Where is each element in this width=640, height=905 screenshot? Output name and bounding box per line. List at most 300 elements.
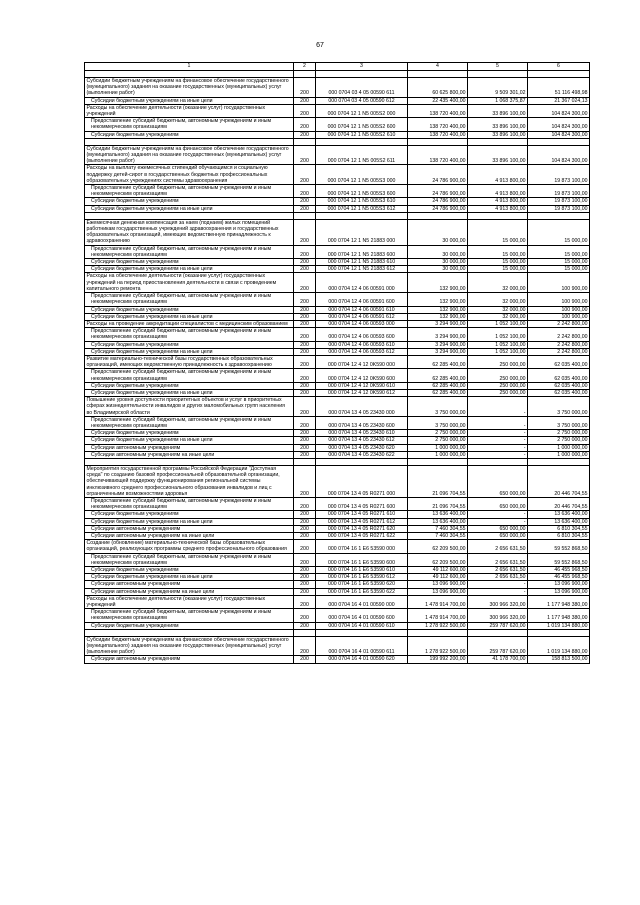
row-kbk-cell: 000 0704 13 4 05 23430 622: [316, 451, 408, 458]
row-value-cell: 4 913 800,00: [468, 165, 528, 185]
row-value-cell: 13 096 900,00: [408, 588, 468, 595]
row-value-cell: 100 900,00: [528, 293, 590, 306]
row-name-cell: Субсидии бюджетным учреждениям на иные цели: [85, 348, 294, 355]
row-name-cell: Расходы на обеспечение деятельности (оказание услуг) государственных учреждений на период приостановления деятельности в связи с проведением капитального ремонта: [85, 273, 294, 293]
table-row: [85, 219, 590, 245]
row-name-cell: Повышение уровня доступности приоритетных объектов и услуг в приоритетных сферах жизнедеятельности инвалидов и других маломобильных групп населения во Владимирской области: [85, 397, 294, 417]
row-value-cell: 132 900,00: [408, 293, 468, 306]
table-row: [85, 540, 590, 553]
row-code-cell: 200: [294, 636, 316, 656]
row-name-cell: Субсидии бюджетным учреждениям на иные цели: [85, 97, 294, 104]
row-value-cell: 13 636 400,00: [528, 511, 590, 518]
spacer-row: [85, 458, 590, 465]
row-value-cell: 7 460 304,55: [408, 525, 468, 532]
row-value-cell: 3 294 900,00: [408, 320, 468, 327]
row-value-cell: 104 824 300,00: [528, 118, 590, 131]
row-name-cell: Предоставление субсидий бюджетным, автономным учреждениям и иным некоммерческим организациям: [85, 293, 294, 306]
row-kbk-cell: 000 0704 16 4 01 00590 611: [316, 636, 408, 656]
row-kbk-cell: 000 0704 12 4 06 00591 600: [316, 293, 408, 306]
row-value-cell: 24 786 900,00: [408, 198, 468, 205]
row-value-cell: 2 656 631,50: [468, 567, 528, 574]
row-code-cell: 200: [294, 78, 316, 98]
row-name-cell: Ежемесячная денежная компенсация за наем (поднаем) жилых помещений работникам государственных учреждений здравоохранения и государственных образовательных организаций, имеющих ведомственную принадлежность к здравоохранению: [85, 219, 294, 245]
table-row: [85, 131, 590, 138]
spacer-cell: [408, 458, 468, 465]
row-name-cell: Расходы на обеспечение деятельности (оказание услуг) государственных учреждений: [85, 104, 294, 117]
row-value-cell: 30 000,00: [408, 219, 468, 245]
row-value-cell: 21 096 704,55: [408, 465, 468, 497]
row-kbk-cell: 000 0704 16 1 E6 53590 622: [316, 588, 408, 595]
row-name-cell: Субсидии автономным учреждениям: [85, 444, 294, 451]
row-name-cell: Предоставление субсидий бюджетным, автономным учреждениям и иным некоммерческим организациям: [85, 328, 294, 341]
row-value-cell: 13 096 900,00: [528, 581, 590, 588]
table-row: [85, 497, 590, 510]
table-row: [85, 273, 590, 293]
spacer-cell: [528, 138, 590, 145]
row-code-cell: 200: [294, 320, 316, 327]
row-kbk-cell: 000 0704 13 4 05 23430 610: [316, 430, 408, 437]
row-code-cell: 200: [294, 328, 316, 341]
table-row: [85, 293, 590, 306]
row-value-cell: 138 720 400,00: [408, 104, 468, 117]
row-code-cell: 200: [294, 118, 316, 131]
row-value-cell: -: [468, 437, 528, 444]
row-value-cell: 19 873 100,00: [528, 185, 590, 198]
row-kbk-cell: 000 0704 12 1 N5 21883 610: [316, 259, 408, 266]
row-code-cell: 200: [294, 131, 316, 138]
row-value-cell: 650 000,00: [468, 533, 528, 540]
row-value-cell: 62 035 400,00: [528, 389, 590, 396]
row-value-cell: 1 052 100,00: [468, 320, 528, 327]
row-value-cell: 3 294 900,00: [408, 328, 468, 341]
row-value-cell: 15 000,00: [468, 219, 528, 245]
row-name-cell: Субсидии бюджетным учреждениям на финансовое обеспечение государственного (муниципального) задания на оказание государственных (муниципальных) услуг (выполнение работ): [85, 636, 294, 656]
row-value-cell: 6 810 304,55: [528, 533, 590, 540]
header-cell: 5: [468, 63, 528, 71]
table-row: [85, 595, 590, 608]
row-code-cell: 200: [294, 656, 316, 663]
row-name-cell: Субсидии бюджетным учреждениям на иные цели: [85, 313, 294, 320]
table-row: [85, 636, 590, 656]
row-code-cell: 200: [294, 511, 316, 518]
row-value-cell: 19 873 100,00: [528, 205, 590, 212]
row-value-cell: 250 000,00: [468, 382, 528, 389]
table-row: [85, 609, 590, 622]
row-kbk-cell: 000 0704 16 4 01 00590 620: [316, 656, 408, 663]
row-code-cell: 200: [294, 104, 316, 117]
row-value-cell: -: [468, 444, 528, 451]
row-value-cell: 132 900,00: [408, 306, 468, 313]
row-value-cell: 32 000,00: [468, 313, 528, 320]
table-row: [85, 245, 590, 258]
header-cell: 2: [294, 63, 316, 71]
table-row: [85, 465, 590, 497]
row-code-cell: 200: [294, 416, 316, 429]
spacer-cell: [408, 629, 468, 636]
table-row: [85, 145, 590, 165]
row-value-cell: -: [468, 416, 528, 429]
row-value-cell: 138 720 400,00: [408, 131, 468, 138]
row-value-cell: 650 000,00: [468, 497, 528, 510]
row-kbk-cell: 000 0704 13 4 05 R0271 622: [316, 533, 408, 540]
spacer-cell: [468, 71, 528, 78]
row-name-cell: Предоставление субсидий бюджетным, автономным учреждениям и иным некоммерческим организациям: [85, 245, 294, 258]
row-value-cell: 30 000,00: [408, 266, 468, 273]
row-kbk-cell: 000 0704 16 4 01 00590 610: [316, 622, 408, 629]
spacer-cell: [468, 212, 528, 219]
row-code-cell: 200: [294, 369, 316, 382]
table-row: [85, 588, 590, 595]
row-value-cell: 2 750 000,00: [408, 437, 468, 444]
row-value-cell: -: [468, 588, 528, 595]
row-name-cell: Предоставление субсидий бюджетным, автономным учреждениям и иным некоммерческим организациям: [85, 118, 294, 131]
row-kbk-cell: 000 0704 12 1 N5 005S3 000: [316, 165, 408, 185]
spacer-cell: [408, 71, 468, 78]
table-row: [85, 567, 590, 574]
row-value-cell: 2 242 800,00: [528, 341, 590, 348]
row-value-cell: 19 873 100,00: [528, 165, 590, 185]
row-code-cell: 200: [294, 382, 316, 389]
row-value-cell: 1 052 100,00: [468, 348, 528, 355]
row-value-cell: 3 750 000,00: [408, 416, 468, 429]
row-value-cell: 4 913 800,00: [468, 198, 528, 205]
row-kbk-cell: 000 0704 16 4 01 00590 600: [316, 609, 408, 622]
row-name-cell: Расходы на проведение аккредитации специалистов с медицинским образованием: [85, 320, 294, 327]
row-value-cell: 59 552 868,50: [528, 553, 590, 566]
row-value-cell: 62 035 400,00: [528, 355, 590, 368]
row-value-cell: 59 552 868,50: [528, 540, 590, 553]
row-value-cell: -: [468, 518, 528, 525]
table-row: [85, 389, 590, 396]
row-name-cell: Субсидии автономным учреждениям на иные цели: [85, 451, 294, 458]
spacer-cell: [316, 629, 408, 636]
row-kbk-cell: 000 0704 13 4 05 R0271 612: [316, 518, 408, 525]
row-code-cell: 200: [294, 465, 316, 497]
row-value-cell: 104 824 300,00: [528, 145, 590, 165]
row-code-cell: 200: [294, 533, 316, 540]
row-value-cell: 2 656 631,50: [468, 553, 528, 566]
row-kbk-cell: 000 0704 12 4 12 0K590 600: [316, 369, 408, 382]
spacer-row: [85, 212, 590, 219]
row-value-cell: 21 367 024,13: [528, 97, 590, 104]
row-value-cell: 1 068 375,87: [468, 97, 528, 104]
row-code-cell: 200: [294, 348, 316, 355]
row-kbk-cell: 000 0704 03 4 05 00590 612: [316, 97, 408, 104]
row-kbk-cell: 000 0704 12 4 06 00591 612: [316, 313, 408, 320]
row-kbk-cell: 000 0704 13 4 05 R0271 600: [316, 497, 408, 510]
table-row: [85, 320, 590, 327]
row-code-cell: 200: [294, 97, 316, 104]
table-row: [85, 328, 590, 341]
row-code-cell: 200: [294, 293, 316, 306]
header-cell: 1: [85, 63, 294, 71]
row-value-cell: 1 000 000,00: [528, 451, 590, 458]
spacer-cell: [316, 138, 408, 145]
row-value-cell: 100 900,00: [528, 306, 590, 313]
row-kbk-cell: 000 0704 12 4 12 0K590 610: [316, 382, 408, 389]
row-value-cell: 13 636 400,00: [408, 511, 468, 518]
table-row: [85, 581, 590, 588]
row-code-cell: 200: [294, 622, 316, 629]
table-row: [85, 533, 590, 540]
row-code-cell: 200: [294, 397, 316, 417]
row-value-cell: 22 435 400,00: [408, 97, 468, 104]
row-value-cell: 46 455 968,50: [528, 574, 590, 581]
table-row: [85, 574, 590, 581]
row-kbk-cell: 000 0704 12 1 N5 21883 600: [316, 245, 408, 258]
row-value-cell: 250 000,00: [468, 369, 528, 382]
spacer-cell: [85, 138, 294, 145]
row-name-cell: Субсидии бюджетным учреждениям: [85, 382, 294, 389]
row-kbk-cell: 000 0704 12 4 06 00593 612: [316, 348, 408, 355]
row-kbk-cell: 000 0704 13 4 05 R0271 620: [316, 525, 408, 532]
row-value-cell: 62 035 400,00: [528, 369, 590, 382]
row-value-cell: 15 000,00: [528, 259, 590, 266]
row-name-cell: Расходы на обеспечение деятельности (оказание услуг) государственных учреждений: [85, 595, 294, 608]
row-code-cell: 200: [294, 497, 316, 510]
row-value-cell: 33 896 100,00: [468, 118, 528, 131]
row-value-cell: 300 966 320,00: [468, 595, 528, 608]
row-kbk-cell: 000 0704 13 4 05 R0271 610: [316, 511, 408, 518]
row-value-cell: -: [468, 451, 528, 458]
row-value-cell: 49 112 600,00: [408, 567, 468, 574]
row-value-cell: 3 294 900,00: [408, 341, 468, 348]
row-name-cell: Субсидии бюджетным учреждениям на иные цели: [85, 574, 294, 581]
spacer-row: [85, 71, 590, 78]
row-value-cell: 1 000 000,00: [408, 444, 468, 451]
row-value-cell: 2 750 000,00: [528, 430, 590, 437]
row-kbk-cell: 000 0704 12 4 12 0K590 612: [316, 389, 408, 396]
row-code-cell: 200: [294, 185, 316, 198]
row-name-cell: Субсидии автономным учреждениям: [85, 525, 294, 532]
table-row: [85, 266, 590, 273]
row-value-cell: 62 209 500,00: [408, 540, 468, 553]
table-row: [85, 416, 590, 429]
row-value-cell: 300 966 320,00: [468, 609, 528, 622]
row-value-cell: 1 052 100,00: [468, 341, 528, 348]
table-row: [85, 198, 590, 205]
row-value-cell: 19 873 100,00: [528, 198, 590, 205]
row-value-cell: 2 656 631,50: [468, 574, 528, 581]
row-kbk-cell: 000 0704 16 1 E6 53590 600: [316, 553, 408, 566]
table-row: [85, 397, 590, 417]
row-kbk-cell: 000 0704 12 4 06 00593 610: [316, 341, 408, 348]
spacer-cell: [85, 71, 294, 78]
row-code-cell: 200: [294, 266, 316, 273]
spacer-cell: [316, 212, 408, 219]
row-name-cell: Расходы на выплату ежемесячных стипендий обучающимся и социальную поддержку детей-сирот в государственных бюджетных профессиональных образовательных учреждениях системы здравоохранения: [85, 165, 294, 185]
row-kbk-cell: 000 0704 12 1 N5 005S3 610: [316, 198, 408, 205]
row-value-cell: 3 750 000,00: [408, 397, 468, 417]
spacer-cell: [528, 212, 590, 219]
spacer-cell: [85, 629, 294, 636]
row-kbk-cell: 000 0704 16 4 01 00590 000: [316, 595, 408, 608]
row-code-cell: 200: [294, 437, 316, 444]
row-value-cell: -: [468, 581, 528, 588]
row-name-cell: Субсидии автономным учреждениям на иные цели: [85, 588, 294, 595]
budget-table-body: [85, 63, 590, 664]
row-name-cell: Субсидии бюджетным учреждениям на иные цели: [85, 437, 294, 444]
row-value-cell: 100 900,00: [528, 273, 590, 293]
row-value-cell: 41 178 700,00: [468, 656, 528, 663]
table-row: [85, 451, 590, 458]
row-kbk-cell: 000 0704 13 4 05 23430 612: [316, 437, 408, 444]
row-kbk-cell: 000 0704 12 1 N5 005S3 600: [316, 185, 408, 198]
row-name-cell: Развитие материально-технической базы государственных образовательных организаций, имеющих ведомственную принадлежность к здравоохранению: [85, 355, 294, 368]
row-value-cell: 259 787 620,00: [468, 636, 528, 656]
row-value-cell: 62 285 400,00: [408, 382, 468, 389]
row-value-cell: 30 000,00: [408, 245, 468, 258]
row-code-cell: 200: [294, 588, 316, 595]
row-code-cell: 200: [294, 574, 316, 581]
row-name-cell: Предоставление субсидий бюджетным, автономным учреждениям и иным некоммерческим организациям: [85, 369, 294, 382]
spacer-cell: [528, 629, 590, 636]
header-cell: 6: [528, 63, 590, 71]
row-kbk-cell: 000 0704 16 1 E6 53590 000: [316, 540, 408, 553]
row-kbk-cell: 000 0704 12 1 N5 005S3 612: [316, 205, 408, 212]
row-name-cell: Субсидии бюджетным учреждениям на иные цели: [85, 518, 294, 525]
table-row: [85, 341, 590, 348]
row-value-cell: 158 813 500,00: [528, 656, 590, 663]
row-value-cell: 1 052 100,00: [468, 328, 528, 341]
row-name-cell: Субсидии бюджетным учреждениям: [85, 511, 294, 518]
row-value-cell: 60 625 800,00: [408, 78, 468, 98]
row-value-cell: 138 720 400,00: [408, 118, 468, 131]
row-value-cell: 650 000,00: [468, 465, 528, 497]
row-value-cell: 46 455 968,50: [528, 567, 590, 574]
table-row: [85, 165, 590, 185]
row-name-cell: Субсидии бюджетным учреждениям: [85, 622, 294, 629]
row-value-cell: 32 000,00: [468, 293, 528, 306]
table-row: [85, 437, 590, 444]
table-row: [85, 430, 590, 437]
row-value-cell: 1 177 948 380,00: [528, 595, 590, 608]
row-kbk-cell: 000 0704 12 1 N5 005S2 600: [316, 118, 408, 131]
row-value-cell: 199 992 200,00: [408, 656, 468, 663]
row-value-cell: 15 000,00: [528, 266, 590, 273]
row-value-cell: 1 000 000,00: [408, 451, 468, 458]
row-name-cell: Субсидии бюджетным учреждениям: [85, 131, 294, 138]
row-value-cell: 1 278 922 500,00: [408, 622, 468, 629]
row-value-cell: 1 478 914 700,00: [408, 595, 468, 608]
row-code-cell: 200: [294, 306, 316, 313]
row-value-cell: 2 242 800,00: [528, 320, 590, 327]
row-kbk-cell: 000 0704 16 1 E6 53590 612: [316, 574, 408, 581]
row-value-cell: 13 636 400,00: [528, 518, 590, 525]
row-code-cell: 200: [294, 595, 316, 608]
row-value-cell: 49 112 600,00: [408, 574, 468, 581]
row-kbk-cell: 000 0704 13 4 05 R0271 000: [316, 465, 408, 497]
row-code-cell: 200: [294, 355, 316, 368]
spacer-cell: [294, 138, 316, 145]
header-cell: 4: [408, 63, 468, 71]
spacer-cell: [85, 212, 294, 219]
row-name-cell: Субсидии бюджетным учреждениям: [85, 430, 294, 437]
table-row: [85, 622, 590, 629]
table-row: [85, 118, 590, 131]
row-code-cell: 200: [294, 540, 316, 553]
row-value-cell: 15 000,00: [468, 259, 528, 266]
spacer-cell: [294, 458, 316, 465]
row-value-cell: 3 294 900,00: [408, 348, 468, 355]
row-code-cell: 200: [294, 451, 316, 458]
row-name-cell: Предоставление субсидий бюджетным, автономным учреждениям и иным некоммерческим организациям: [85, 185, 294, 198]
row-value-cell: 24 786 900,00: [408, 185, 468, 198]
row-value-cell: 132 900,00: [408, 273, 468, 293]
row-code-cell: 200: [294, 145, 316, 165]
row-name-cell: Субсидии бюджетным учреждениям: [85, 341, 294, 348]
row-name-cell: Субсидии бюджетным учреждениям: [85, 198, 294, 205]
table-row: [85, 97, 590, 104]
table-row: [85, 104, 590, 117]
row-value-cell: 2 750 000,00: [408, 430, 468, 437]
table-row: [85, 306, 590, 313]
spacer-cell: [468, 629, 528, 636]
row-value-cell: -: [468, 397, 528, 417]
row-code-cell: 200: [294, 567, 316, 574]
row-value-cell: 24 786 900,00: [408, 205, 468, 212]
table-row: [85, 511, 590, 518]
row-value-cell: 1 478 914 700,00: [408, 609, 468, 622]
row-value-cell: 4 913 800,00: [468, 185, 528, 198]
row-value-cell: 104 824 300,00: [528, 131, 590, 138]
spacer-cell: [85, 458, 294, 465]
spacer-cell: [468, 458, 528, 465]
row-value-cell: 62 285 400,00: [408, 389, 468, 396]
row-value-cell: 1 019 134 880,00: [528, 636, 590, 656]
row-name-cell: Субсидии бюджетным учреждениям на иные цели: [85, 205, 294, 212]
row-value-cell: 24 786 900,00: [408, 165, 468, 185]
row-code-cell: 200: [294, 245, 316, 258]
row-value-cell: 9 509 301,02: [468, 78, 528, 98]
row-value-cell: 104 824 300,00: [528, 104, 590, 117]
table-row: [85, 355, 590, 368]
page-number: 67: [316, 42, 324, 49]
row-value-cell: 20 446 704,55: [528, 465, 590, 497]
row-value-cell: 250 000,00: [468, 389, 528, 396]
row-kbk-cell: 000 0704 13 4 05 23430 000: [316, 397, 408, 417]
table-row: [85, 656, 590, 663]
row-value-cell: 15 000,00: [528, 245, 590, 258]
row-name-cell: Субсидии бюджетным учреждениям: [85, 259, 294, 266]
row-name-cell: Предоставление субсидий бюджетным, автономным учреждениям и иным некоммерческим организациям: [85, 416, 294, 429]
spacer-cell: [528, 71, 590, 78]
row-value-cell: 7 460 304,55: [408, 533, 468, 540]
row-kbk-cell: 000 0704 12 1 N5 005S2 000: [316, 104, 408, 117]
spacer-cell: [294, 629, 316, 636]
row-kbk-cell: 000 0704 12 4 06 00593 000: [316, 320, 408, 327]
row-value-cell: 6 810 304,55: [528, 525, 590, 532]
row-code-cell: 200: [294, 525, 316, 532]
spacer-cell: [468, 138, 528, 145]
row-value-cell: 33 896 100,00: [468, 131, 528, 138]
row-value-cell: 13 096 900,00: [408, 581, 468, 588]
row-value-cell: 1 019 134 880,00: [528, 622, 590, 629]
row-name-cell: Субсидии бюджетным учреждениям на финансовое обеспечение государственного (муниципального) задания на оказание государственных (муниципальных) услуг (выполнение работ): [85, 78, 294, 98]
row-value-cell: 2 242 800,00: [528, 348, 590, 355]
row-value-cell: 62 035 400,00: [528, 382, 590, 389]
row-code-cell: 200: [294, 444, 316, 451]
table-row: [85, 369, 590, 382]
row-code-cell: 200: [294, 389, 316, 396]
row-value-cell: 30 000,00: [408, 259, 468, 266]
row-value-cell: 3 750 000,00: [528, 397, 590, 417]
row-value-cell: 100 900,00: [528, 313, 590, 320]
spacer-cell: [294, 212, 316, 219]
spacer-cell: [294, 71, 316, 78]
row-value-cell: 2 242 800,00: [528, 328, 590, 341]
spacer-cell: [528, 458, 590, 465]
